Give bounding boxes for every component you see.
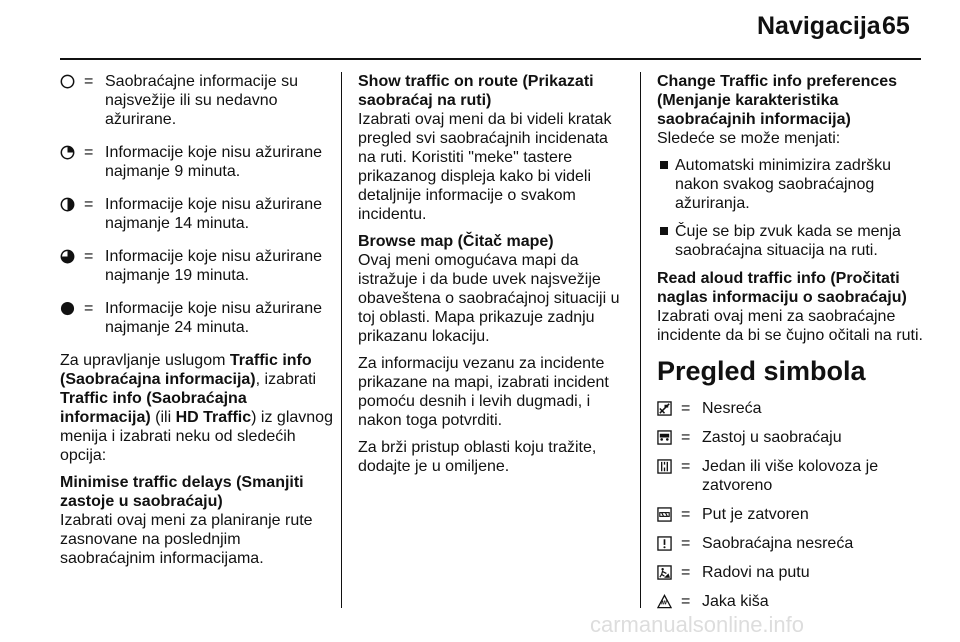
page-title: Navigacija — [757, 12, 881, 40]
body-paragraph: Za brži pristup oblasti koju tražite, dodajte je u omiljene. — [358, 439, 597, 475]
accident-icon — [657, 401, 672, 416]
column-left — [60, 72, 334, 576]
equals-sign: = — [84, 73, 94, 90]
symbol-text: Radovi na putu — [702, 564, 810, 581]
equals-sign: = — [681, 506, 691, 523]
symbol-text: Jedan ili više kolovoza je zatvoreno — [702, 458, 879, 494]
clock-full-icon — [60, 301, 75, 316]
menu-term: Traffic info (Saobraćajna informacija) — [60, 352, 312, 388]
option-description: Izabrati ovaj meni za saobraćajne incidente da bi se čujno očitali na ruti. — [657, 308, 923, 344]
equals-sign: = — [681, 564, 691, 581]
option-description: Sledeće se može menjati: — [657, 130, 841, 147]
legend-item — [60, 247, 334, 285]
symbol-item — [657, 505, 929, 524]
symbol-text: Saobraćajna nesreća — [702, 535, 854, 552]
intro-text: Za upravljanje uslugom — [60, 352, 230, 369]
equals-sign: = — [84, 196, 94, 213]
option-description: Izabrati ovaj meni za planiranje rute zasnovane na poslednjim saobraćajnim informacijama. — [60, 512, 313, 567]
intro-text: ) iz glavnog menija i izabrati neku od sledećih opcija: — [60, 409, 333, 464]
bullet-item — [657, 156, 929, 213]
equals-sign: = — [681, 535, 691, 552]
equals-sign: = — [84, 300, 94, 317]
equals-sign: = — [681, 458, 691, 475]
symbol-text: Put je zatvoren — [702, 506, 809, 523]
symbol-text: Zastoj u saobraćaju — [702, 429, 842, 446]
symbol-item — [657, 592, 929, 611]
bullet-text: Automatski minimizira zadršku nakon svakog saobraćajnog ažuriranja. — [675, 157, 892, 212]
lane-closed-icon — [657, 459, 672, 474]
equals-sign: = — [84, 144, 94, 161]
bullet-text: Čuje se bip zvuk kada se menja saobraćajna situacija na ruti. — [675, 223, 901, 259]
equals-sign: = — [84, 248, 94, 265]
bullet-marker — [660, 161, 668, 169]
legend-text: Informacije koje nisu ažurirane najmanje 9 minuta. — [105, 144, 322, 180]
symbol-item — [657, 428, 929, 447]
option-heading: Show traffic on route (Prikazati saobraćaj na ruti) — [358, 73, 594, 109]
option-heading: Read aloud traffic info (Pročitati naglas informaciju o saobraćaju) — [657, 270, 907, 306]
page-number: 65 — [882, 12, 910, 40]
legend-text: Informacije koje nisu ažurirane najmanje 14 minuta. — [105, 196, 322, 232]
legend-text: Saobraćajne informacije su najsvežije ili su nedavno ažurirane. — [105, 73, 298, 128]
column-divider — [640, 72, 641, 608]
intro-text: (ili — [150, 409, 176, 426]
symbol-item — [657, 399, 929, 418]
column-divider — [341, 72, 342, 608]
legend-item — [60, 72, 334, 129]
heavy-rain-icon — [657, 594, 672, 609]
legend-item — [60, 299, 334, 337]
equals-sign: = — [681, 400, 691, 417]
equals-sign: = — [681, 429, 691, 446]
option-description: Ovaj meni omogućava mapi da istražuje i da bude uvek najsvežije obaveštena o saobraćajnoj situaciji u toj oblasti. Mapa prikazuje zadnju prikazanu lokaciju. — [358, 252, 620, 345]
symbol-text: Nesreća — [702, 400, 762, 417]
clock-three-quarter-icon — [60, 249, 75, 264]
symbol-text: Jaka kiša — [702, 593, 769, 610]
roadworks-icon — [657, 565, 672, 580]
column-right — [657, 72, 929, 621]
menu-term: HD Traffic — [175, 409, 252, 426]
option-heading: Change Traffic info preferences (Menjanje karakteristika saobraćajnih informacija) — [657, 73, 898, 128]
legend-text: Informacije koje nisu ažurirane najmanje 24 minuta. — [105, 300, 322, 336]
header-rule — [60, 58, 921, 60]
menu-term: Traffic info (Saobraćajna informacija) — [60, 390, 247, 426]
symbol-item — [657, 534, 929, 553]
intro-paragraph — [60, 351, 334, 465]
body-paragraph: Za informaciju vezanu za incidente prikazane na mapi, izabrati incident pomoću desnih i levih dugmadi, i nakon toga potvrditi. — [358, 355, 609, 429]
traffic-jam-icon — [657, 430, 672, 445]
watermark: carmanualsonline.info — [590, 612, 805, 637]
section-heading: Pregled simbola — [657, 356, 866, 386]
option-heading: Browse map (Čitač mape) — [358, 233, 554, 250]
bullet-item — [657, 222, 929, 260]
legend-text: Informacije koje nisu ažurirane najmanje 19 minuta. — [105, 248, 322, 284]
symbol-item — [657, 457, 929, 495]
option-description: Izabrati ovaj meni da bi videli kratak pregled svi saobraćajnih incidenata na ruti. Koristiti "meke" tastere prikazanog displeja kako bi videli detaljnije informacije o svakom incidentu. — [358, 111, 612, 223]
bullet-marker — [660, 227, 668, 235]
clock-empty-icon — [60, 74, 75, 89]
symbol-item — [657, 563, 929, 582]
incident-icon — [657, 536, 672, 551]
legend-item — [60, 195, 334, 233]
road-closed-icon — [657, 507, 672, 522]
intro-text: , izabrati — [255, 371, 317, 388]
clock-half-icon — [60, 197, 75, 212]
column-middle — [358, 72, 626, 484]
clock-quarter-icon — [60, 145, 75, 160]
legend-item — [60, 143, 334, 181]
option-heading: Minimise traffic delays (Smanjiti zastoje u saobraćaju) — [60, 474, 304, 510]
equals-sign: = — [681, 593, 691, 610]
